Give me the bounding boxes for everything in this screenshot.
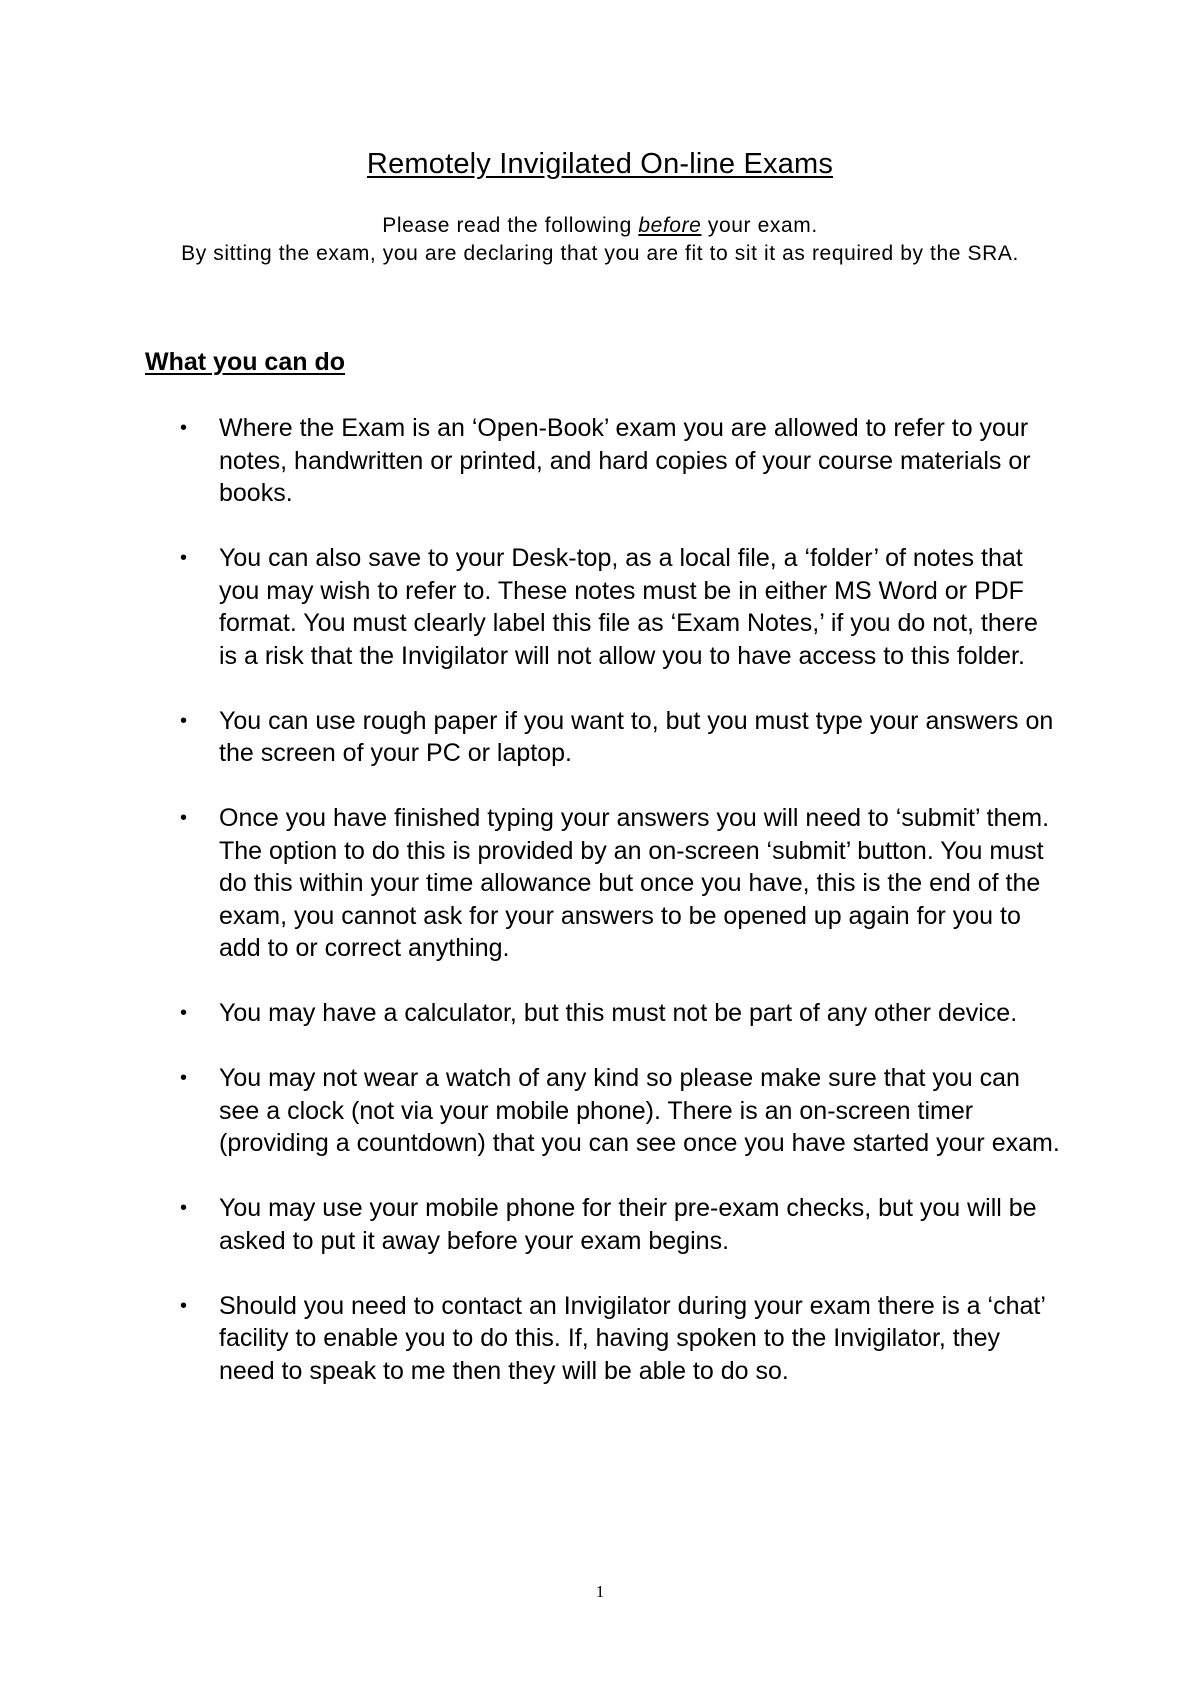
intro-line-1 — [150, 212, 1050, 240]
bullet-item — [180, 542, 1060, 672]
bullet-icon: • — [180, 1197, 188, 1219]
bullet-item — [180, 1062, 1060, 1160]
intro-emphasis-before: before — [638, 214, 702, 237]
bullet-icon: • — [180, 1002, 188, 1024]
bullet-text: You can also save to your Desk-top, as a local file, a ‘folder’ of notes that you may wish to refer to. These notes must be in either MS Word or PDF format. You must clearly label this file as ‘Exam Notes,’ if you do not, there is a risk that the Invigilator will not allow you to have access to this folder. — [219, 544, 1038, 670]
bullet-icon: • — [180, 807, 188, 829]
bullet-item — [180, 802, 1060, 965]
intro-line-1-after: your exam. — [701, 214, 818, 237]
bullet-text: You may not wear a watch of any kind so please make sure that you can see a clock (not via your mobile phone). There is an on-screen timer (providing a countdown) that you can see once you have started your exam. — [219, 1064, 1060, 1157]
bullet-icon: • — [180, 547, 188, 569]
bullet-item — [180, 412, 1060, 510]
bullet-item — [180, 705, 1060, 770]
bullet-text: You may use your mobile phone for their pre-exam checks, but you will be asked to put it away before your exam begins. — [219, 1194, 1037, 1255]
bullet-text: You can use rough paper if you want to, but you must type your answers on the screen of your PC or laptop. — [219, 706, 1054, 767]
intro-line-2: By sitting the exam, you are declaring that you are fit to sit it as required by the SRA. — [181, 242, 1019, 265]
bullet-item — [180, 1290, 1060, 1388]
bullet-item — [180, 1192, 1060, 1257]
section-heading: What you can do — [145, 348, 345, 376]
bullet-text: You may have a calculator, but this must not be part of any other device. — [219, 999, 1018, 1027]
document-title: Remotely Invigilated On-line Exams — [366, 148, 834, 180]
bullet-list — [180, 412, 1060, 1420]
bullet-text: Once you have finished typing your answers you will need to ‘submit’ them. The option to do this is provided by an on-screen ‘submit’ button. You must do this within your time allowance but once you have, this is the end of the exam, you cannot ask for your answers to be opened up again for you to add to or correct anything. — [219, 804, 1050, 962]
bullet-icon: • — [180, 1067, 188, 1089]
bullet-text: Should you need to contact an Invigilator during your exam there is a ‘chat’ facility to enable you to do this. If, having spoken to the Invigilator, they need to speak to me then they will be able to do so. — [219, 1291, 1045, 1385]
intro-line-1-before: Please read the following — [382, 214, 639, 237]
intro-block — [150, 212, 1050, 268]
bullet-icon: • — [180, 1294, 188, 1317]
bullet-item — [180, 997, 1060, 1030]
bullet-icon: • — [180, 417, 188, 439]
page-number: 1 — [595, 1582, 605, 1601]
bullet-icon: • — [180, 709, 188, 732]
bullet-text: Where the Exam is an ‘Open-Book’ exam you are allowed to refer to your notes, handwritten or printed, and hard copies of your course materials or books. — [219, 414, 1031, 507]
